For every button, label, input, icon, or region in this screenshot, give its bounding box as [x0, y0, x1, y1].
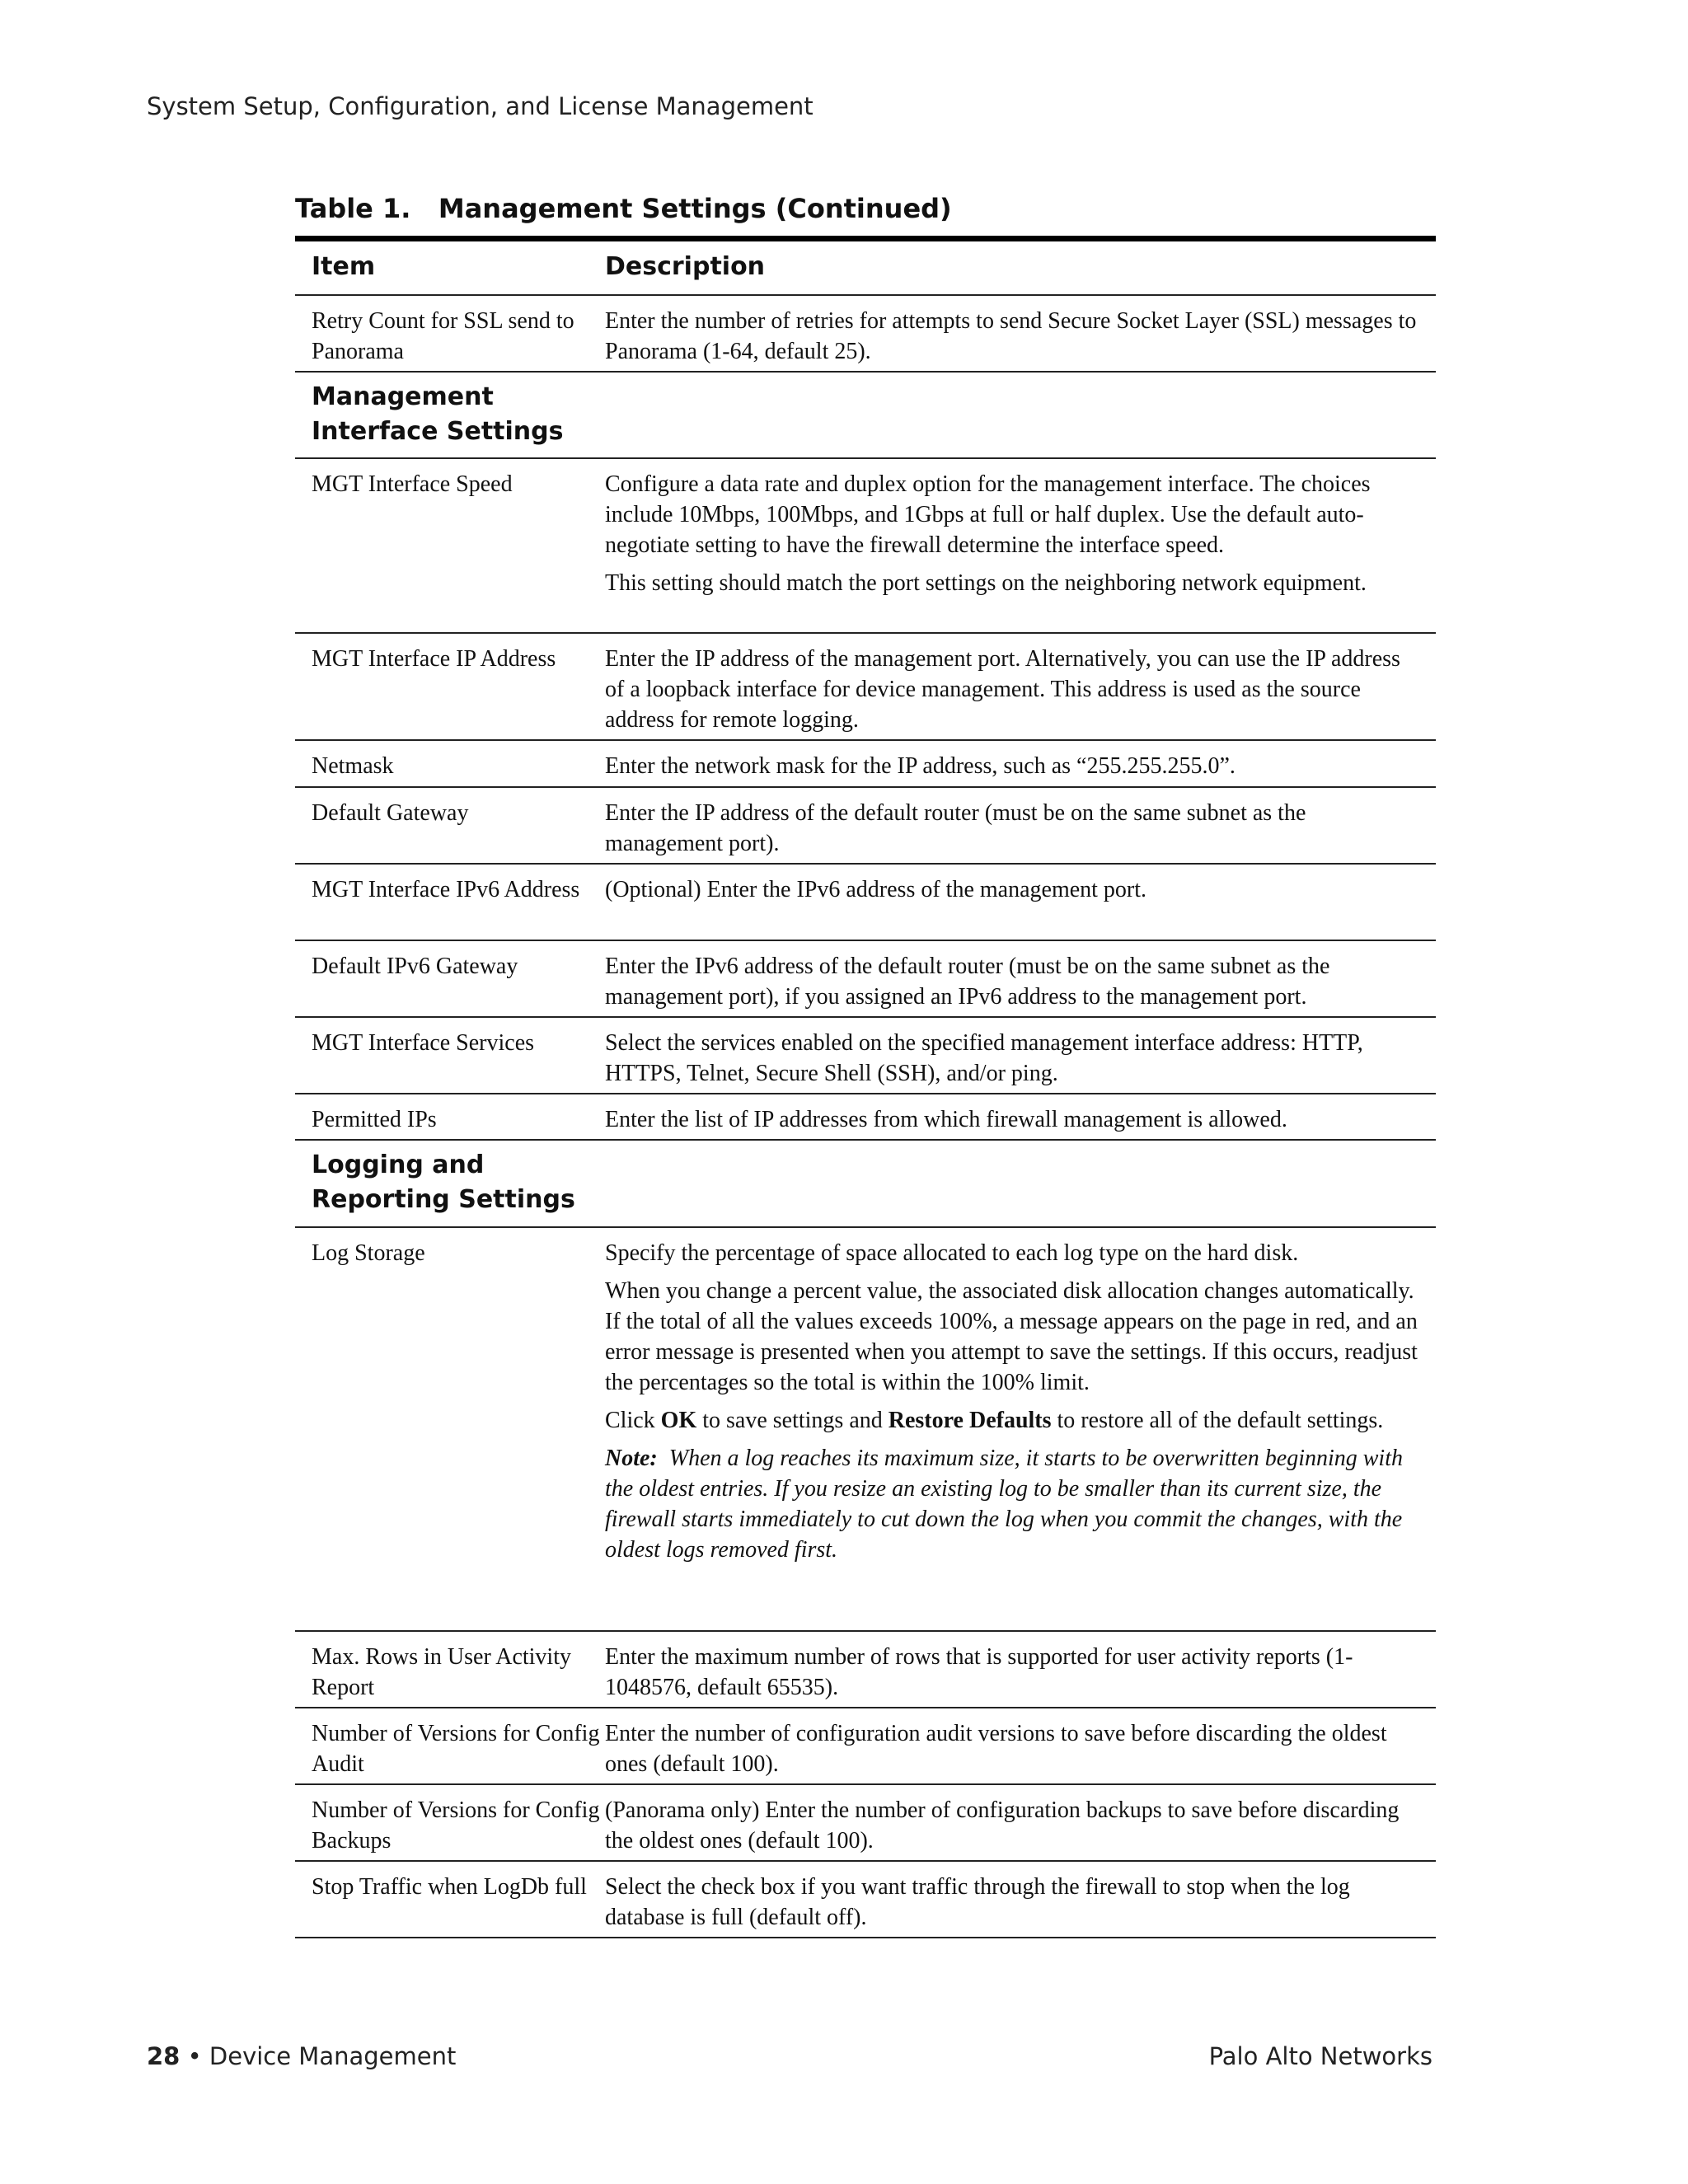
- row-description: Select the services enabled on the specified management interface address: HTTP, HTTPS, Telnet, Secure Shell (SSH), and/or ping.: [605, 1030, 1363, 1086]
- row-item: Default IPv6 Gateway: [312, 954, 518, 979]
- click-instruction: Click OK to save settings and Restore Defaults to restore all of the default settings.: [605, 1408, 1384, 1433]
- table-top-rule: [295, 236, 1436, 241]
- row-description: (Optional) Enter the IPv6 address of the management port.: [605, 877, 1147, 902]
- row-description: Select the check box if you want traffic through the firewall to stop when the log database is full (default off).: [605, 1874, 1350, 1930]
- row-description: Enter the maximum number of rows that is supported for user activity reports (1-1048576, default 65535).: [605, 1644, 1353, 1700]
- table-row: [295, 1228, 1436, 1632]
- table-row: [295, 634, 1436, 741]
- page-footer-publisher: Palo Alto Networks: [1208, 2042, 1432, 2070]
- page-number: 28: [147, 2042, 181, 2070]
- row-description: Enter the number of configuration audit versions to save before discarding the oldest ones (default 100).: [605, 1721, 1387, 1777]
- row-item: Default Gateway: [312, 800, 469, 826]
- row-item: MGT Interface IPv6 Address: [312, 877, 580, 902]
- row-description: Enter the network mask for the IP address, such as “255.255.255.0”.: [605, 753, 1236, 779]
- row-item: Max. Rows in User Activity Report: [312, 1644, 571, 1700]
- ok-label: OK: [660, 1408, 697, 1433]
- table-row: [295, 941, 1436, 1018]
- row-description: Specify the percentage of space allocated to each log type on the hard disk. When you change a percent value, the associated disk allocation changes automatically. If the total of all the values exceeds 100%, a message appears on the page in red, and an error message is presented when you attempt to save the settings. If this occurs, readjust the percentages so the total is within the 100% limit. Click OK to save settings and Restore Defaults to restore all of the default settings. Note: When a log reaches its maximum size, it starts to be overwritten beginning with the oldest entries. If you resize an existing log to be smaller than its current size, the firewall starts immediately to cut down the log when you commit the changes, with the oldest logs removed first.: [605, 1228, 1436, 1630]
- row-description: Enter the list of IP addresses from which firewall management is allowed.: [605, 1107, 1287, 1132]
- table-row: [295, 1862, 1436, 1938]
- column-header-item: Item: [312, 252, 376, 281]
- footer-bullet: •: [187, 2042, 202, 2070]
- management-settings-table: [295, 236, 1436, 1938]
- column-header-description: Description: [605, 252, 766, 281]
- note: Note: When a log reaches its maximum size, it starts to be overwritten beginning with the oldest entries. If you resize an existing log to be smaller than its current size, the firewall starts immediately to cut down the log when you commit the changes, with the oldest logs removed first.: [605, 1446, 1403, 1563]
- page-footer-left: [147, 2042, 456, 2070]
- table-row: [295, 865, 1436, 941]
- restore-defaults-label: Restore Defaults: [888, 1408, 1052, 1433]
- table-row: [295, 1094, 1436, 1141]
- table-row: [295, 1018, 1436, 1094]
- footer-section: Device Management: [209, 2042, 457, 2070]
- row-item: Permitted IPs: [312, 1107, 437, 1132]
- row-description: Enter the IP address of the management port. Alternatively, you can use the IP address of a loopback interface for device management. This address is used as the source address for remote logging.: [605, 646, 1400, 733]
- row-description: Enter the IP address of the default router (must be on the same subnet as the management port).: [605, 800, 1306, 856]
- table-row: [295, 459, 1436, 634]
- running-header: System Setup, Configuration, and License Management: [147, 92, 814, 120]
- row-item: Netmask: [312, 753, 394, 779]
- row-item: MGT Interface Speed: [312, 471, 513, 497]
- table-row: [295, 741, 1436, 788]
- row-description: Enter the number of retries for attempts to send Secure Socket Layer (SSL) messages to Panorama (1-64, default 25).: [605, 308, 1417, 364]
- row-item: Retry Count for SSL send to Panorama: [312, 308, 574, 364]
- row-item: Number of Versions for Config Audit: [312, 1721, 600, 1777]
- section-heading: Logging and Reporting Settings: [312, 1151, 575, 1214]
- row-item: MGT Interface Services: [312, 1030, 535, 1056]
- table-header-row: [295, 241, 1436, 296]
- table-row: [295, 788, 1436, 865]
- row-item: Number of Versions for Config Backups: [312, 1797, 600, 1854]
- row-item: Log Storage: [312, 1240, 425, 1266]
- section-row: [295, 373, 1436, 459]
- table-row: [295, 1632, 1436, 1708]
- row-item: MGT Interface IP Address: [312, 646, 556, 672]
- row-description: (Panorama only) Enter the number of configuration backups to save before discarding the oldest ones (default 100).: [605, 1797, 1400, 1854]
- section-heading: Management Interface Settings: [312, 382, 564, 446]
- table-row: [295, 1785, 1436, 1862]
- table-row: [295, 296, 1436, 373]
- row-description: Enter the IPv6 address of the default router (must be on the same subnet as the management port), if you assigned an IPv6 address to the management port.: [605, 954, 1330, 1010]
- table-caption: Table 1. Management Settings (Continued): [295, 193, 952, 224]
- note-label: Note:: [605, 1446, 658, 1471]
- row-item: Stop Traffic when LogDb full: [312, 1874, 587, 1900]
- section-row: [295, 1141, 1436, 1228]
- table-row: [295, 1708, 1436, 1785]
- row-description: Configure a data rate and duplex option for the management interface. The choices include 10Mbps, 100Mbps, and 1Gbps at full or half duplex. Use the default auto-negotiate setting to have the firewall determine the interface speed. This setting should match the port settings on the neighboring network equipment.: [605, 471, 1371, 596]
